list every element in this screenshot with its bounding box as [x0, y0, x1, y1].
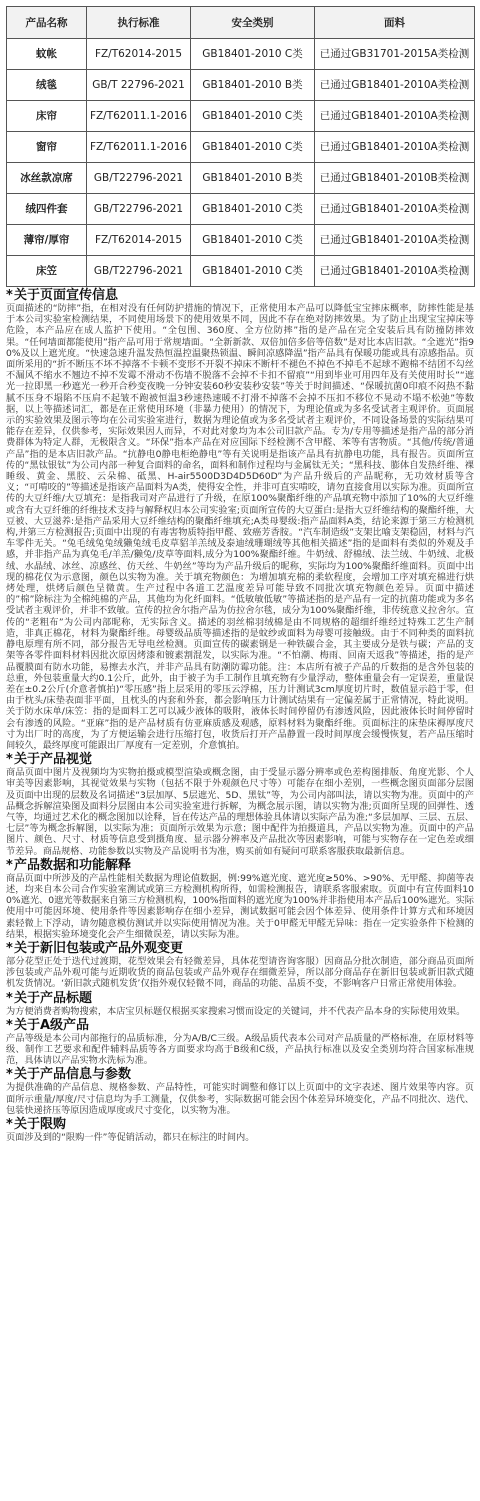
product-name-cell: 绒毯	[7, 70, 87, 101]
fabric-cell: 已通过GB18401-2010A类检测	[315, 194, 475, 225]
table-row	[7, 132, 475, 163]
bullet-icon: *	[6, 1067, 13, 1083]
standard-cell: FZ/T62014-2015	[87, 225, 191, 256]
fabric-cell: 已通过GB18401-2010B类检测	[315, 163, 475, 194]
standard-cell: GB/T22796-2021	[87, 194, 191, 225]
table-row	[7, 256, 475, 287]
table-row	[7, 39, 475, 70]
table-header-cell: 面料	[315, 7, 475, 39]
table-row	[7, 194, 475, 225]
section-heading	[6, 941, 474, 956]
section-body: 商品页面中图片及视频均为实物拍摄或模型渲染或概念图，由于受显示器分辨率或色差构图排版、角度光影、个人审美等因素影响，其视觉效果与实物（包括不限于外观颜色尺寸等）可能存在细小差别，一些概念图页面部分层图及页面中出现的层数及名词描述“3层加厚、5层遮光、5D、黑钛”等，为公司内部叫法，请以实物为准。页面中的产品概念拆解渲染图及面料分层图由本公司实验室进行拆解，为概念展示图，请以实物为准;页面所呈现的回弹性、透气等，均通过艺术化的概念图加以诠释，旨在传达产品的理想体验具体请以实际产品为准;“多层加厚、三层、五层、七层”等为概念拆解图，以实际为准；页面所示效果为示意；图中配件为拍摄道具，产品以实物为准。页面中的产品图片、颜色、尺寸、材质等信息受到摄角度、显示器分辨率及产品批次等因素影响，可能与实物存在一定色差或细节差异。商品规格、功能参数以实物及产品说明书为准，购买前如有疑问可联系客服获取最新信息。	[6, 767, 474, 857]
section-title: 关于产品视觉	[14, 752, 93, 768]
section-body: 页面涉及到的“限购一件”等促销活动，都只在标注的时间内。	[6, 1132, 255, 1143]
safety-class-cell: GB18401-2010 B类	[191, 163, 315, 194]
section-heading	[6, 288, 474, 303]
standard-cell: GB/T 22796-2021	[87, 70, 191, 101]
product-name-cell: 绒四件套	[7, 194, 87, 225]
standard-cell: FZ/T62014-2015	[87, 39, 191, 70]
table-row	[7, 163, 475, 194]
section-body: 为提供准确的产品信息、规格参数、产品特性，可能实时调整和修订以上页面中的文字表述、图片效果等内容。页面所示重量/厚度/尺寸信息均为手工测量，仅供参考，实际数据可能会因个体差异环境变化，产品不同批次、迭代、包装快递挤压等原因造成厚度或尺寸变化，以实物为准。	[6, 1082, 474, 1116]
section-title: 关于页面宣传信息	[14, 288, 119, 303]
section-a-grade	[6, 1018, 474, 1067]
section-body: 部分花型正处于迭代过渡期，花型效果会有轻微差异，具体花型请咨询客服）因商品分批次制造，部分商品页面所涉包装或产品外观可能与近期收货的商品包装或产品外观存在细微差异，所以部分商品存在新旧包装或新旧款式随机发货情况。‘新旧款式随机发货’仅指外观仅轻微不同，商品的功能、品质不变，不影响客户日常正常使用体验。	[6, 955, 474, 990]
section-data-function	[6, 858, 474, 940]
section-title: 关于限购	[14, 1117, 67, 1132]
safety-class-cell: GB18401-2010 C类	[191, 225, 315, 256]
safety-class-cell: GB18401-2010 C类	[191, 194, 315, 225]
standard-cell: GB/T22796-2021	[87, 163, 191, 194]
product-name-cell: 蚊帐	[7, 39, 87, 70]
section-title: 关于产品信息与参数	[14, 1067, 132, 1083]
bullet-icon: *	[6, 1117, 13, 1132]
section-heading	[6, 1067, 474, 1082]
section-promo-info	[6, 288, 474, 751]
table-header-row	[7, 7, 475, 39]
section-title: 关于A级产品	[14, 1017, 90, 1033]
safety-class-cell: GB18401-2010 C类	[191, 39, 315, 70]
standard-cell: FZ/T62011.1-2016	[87, 101, 191, 132]
bullet-icon: *	[6, 752, 13, 768]
section-body: 商品页面中所涉及的产品性能相关数据为理论值数据，例:99%遮光度、遮光度≥50%、>90%、无甲醛、抑菌等表述，均来自本公司合作实验室测试或第三方检测机构所得，如需检测报告，请联系客服索取。页面中有宣传面料100%遮光、0遮光等数据来自第三方检测机构，100%指面料的遮光度为100%并非指使用本产品后100%遮光。实际使用中可能因环境、使用条件等因素影响存在细小差异，测试数据可能会因个体差异、使用条件计算方式和环境因素轻微上下浮动，请勿随意模仿测试并以实际使用情况为准。关于0甲醛无甲醛无异味：指在一定实验条件下检测的结果，根据实验环境变化会产生细微误差，请以实际为准。	[6, 872, 474, 940]
section-heading	[6, 752, 474, 767]
section-body: 页面描述的“防摔”指，在相对没有任何防护措施的情况下，正常使用本产品可以降低宝宝摔床概率，防摔性能是基于本公司实验室检测结果，不同使用场景下的使用效果不同，因此不存在绝对防摔效果。为了防止出现宝宝掉床等危险，本产品应在成人监护下使用。“全包围、360度、全方位防摔”指的是产品在完全安装后具有防撞防摔效果。“任何墙面都能使用”指产品可用于常规墙面。“全新新款、双倍加倍多倍等倍数”是对比本店旧款。“全遮光”指90%及以上遮光度。“快速急速升温发热恒温控温聚热锁温、瞬间凉感降温”指产品具有保暖功能或具有凉感指品。页面所采用的“折不断压不坏不掉落不卡顿不变形不开裂不掉床不断杆不褪色不掉色不掉毛不起球不跑棉不结团不勾丝不漏风不缩水不翘边不掉不发霉不滑动不伤墙不脱落不会掉不卡扣不留痕”“用到毕业可用四年及有关使用时长”“遮光一拉即黑一秒遮光一秒开合秒变夜晚一分钟安装60秒安装秒安装”等关于时间描述、“保暖抗菌0印痕不闷热不黏腻不压身不塌陷不压肩不起皱不跑被恒温3秒速热速暖不打滑不掉落不会掉不压扣不移位不晃动不塌不松弛”等数据，以上等描述词汇，都是在正常使用环境（非暴力使用）的情况下，为理论值或为多名受试者主观评价。页面展示的实验效果及图示等均在公司实验室进行，数据为理论值或为多名受试者主观评价，不同设备场景的实际结果可能存在差异，仅供参考，实际效果因人而异，不对此对象均为本公司旧款产品。专为/专用等描述是指产品的部分消费群体为特定人群，无极限含义。“环保”指本产品在对应国际下经检测不含甲醛、苯等有害物质。“其他/传统/普通产品”指的是本店旧款产品。“抗静电0静电柜绝静电”等有关说明是指该产品具有抗静电功能，具有报告。页面所宣传的“黑钛银钛”为公司内部一种复合面料的命名，面料和制作过程均与金属钛无关；“黑科技、膨体自发热纤维、裸睡级、黄金、黑胶、云朵棉、砥黑、H-air5500D3D4D5D60D”为产品升级后的产品昵称，无功效材质等含义；“可啃咬的”等描述是指该产品面料为A类，使得安全性，并非可直实啃咬，请勿直接食用以实际为准。页面所宣传的大豆纤维/大豆填充：是指我司对产品进行了升级，在原100%聚酯纤维的产品填充物中添加了10%的大豆纤维或含有大豆纤维的纤维技术支持与解释权归本公司实验室;页面所宣传的大豆蛋白:是指大豆纤维结构的聚酯纤维，大豆被、大豆滋养:是指产品采用大豆纤维结构的聚酯纤维填充;A类母婴级:指产品面料A类，结论来源于第三方检测机构,并第三方检测报告;页面中出现的有毒害物质特指甲醛、致癌芳香胺。“汽车制造级”支架比喻支架稳固，材料与汽车零件无关。“兔毛绒兔兔绒獭兔绒毛皮草貂羊羔绒及泰迪绒珊瑚绒等其他相关描述”指的是面料有类似的外观及手感，并非指产品为真兔毛/羊羔/獭兔/皮草等面料,成分为100%聚酯纤维。牛奶绒、舒棉绒、法兰绒、牛奶绒、北极绒、水晶绒、冰丝、凉感丝、仿天丝、牛奶丝”等均为产品升级后的昵称，实际均为100%聚酯纤维面料。页面中出现的棉花仅为示意图，颜色以实物为准。关于填充物颜色：为增加填充棉的柔软程度，会增加工序对填充棉进行烘烤处理，烘烤后颜色呈微黄。生产过程中各道工艺温度差异可能导致不同批次填充物颜色差异。页面中描述的”棉”除标注为全棉纯棉的产品，其他均为化纤面料。“低敏敏低敏”等描述指的是产品有一定的抗菌功能或为多名受试者主观评价，并非不致敏。宣传的拉舍尔指产品为仿拉舍尔毯，成分为100%聚酯纤维，非传统意义拉舍尔。宣传的“老粗布”为公司内部昵称，无实际含义。描述的羽丝棉羽绒棉是由不同规格的超细纤维经过特殊工艺生产制造，非真正棉花，材料为聚酯纤维。母婴级品质等描述指的是蚊纱或面料为母婴可接触级。由于不同种类的面料抗静电原理有所不同，部分报告无导电丝检测。页面宣传的碳素钢是一种铁碳合金，其主要成分是铁与碳；产品的支架等各零件面料材料因批次原因烤漆和镀素割混发，以实际为准。“不怕潮、梅雨、回南天返我”等描述，指的是产品覆膜面有防水功能，易擦去水汽，并非产品具有防潮防霉功能。注：本店所有被子产品的斤数指的是含外包装的总重，外包装重量大约0.1公斤，此外，由于被子为手工制作且填充物有少量浮动，整体重量会有一定误差，重量误差在±0.2公斤(介意者慎拍)“零压感”指上层采用的零压云浮棉，压力计测试3cm厚度切片时，数值显示趋于零，但由于枕头/床垫表面非平面，且枕头的内套和外套，都会影响压力计测试结果有一定偏差属于正常情况，特此说明。关于防水床单/床笠：指的是面料工艺可以减少液体的吸附，液体长时间停留仍有渗透风险，因此液体长时间停留时会有渗透的风险。“亚麻”指的是产品材质有仿亚麻质感及观感，原料材料为聚酯纤维。页面标注的床垫床褥厚度尺寸为出厂时的高度，为了方便运输会进行压缩打包，收货后打开产品静置一段时间厚度会缓慢恢复，若产品压缩时间较久，最终厚度可能跟出厂厚度有一定差别，介意慎拍。	[6, 303, 474, 751]
fabric-cell: 已通过GB18401-2010A类检测	[315, 70, 475, 101]
section-body: 产品等级是本公司内部拖行的品质标准，分为A/B/C三级。A级品质代表本公司对产品质量的严格标准，在原材料等级、制作工艺要求和配件辅料品质等各方面要求均高于B级和C级，产品执行标准以及安全类别均符合国家标准规范，具体请以产品实物水洗标为准。	[6, 1032, 474, 1067]
bullet-icon: *	[6, 857, 13, 873]
section-title: 产品数据和功能解释	[14, 857, 132, 873]
section-body: 为方便消费者购物搜索，本店宝贝标题仅根据买家搜索习惯而设定的关键词，并不代表产品本身的实际使用效果。	[6, 1005, 466, 1017]
section-heading	[6, 991, 474, 1006]
section-title-note	[6, 991, 474, 1017]
bullet-icon: *	[6, 940, 13, 956]
table-header-cell: 安全类别	[191, 7, 315, 39]
section-heading	[6, 1117, 474, 1132]
product-name-cell: 冰丝款凉席	[7, 163, 87, 194]
section-title: 关于产品标题	[14, 990, 93, 1006]
section-packaging	[6, 941, 474, 990]
section-title: 关于新旧包装或产品外观变更	[14, 940, 184, 956]
safety-class-cell: GB18401-2010 C类	[191, 132, 315, 163]
safety-class-cell: GB18401-2010 C类	[191, 256, 315, 287]
fabric-cell: 已通过GB18401-2010A类检测	[315, 132, 475, 163]
product-name-cell: 床笠	[7, 256, 87, 287]
bullet-icon: *	[6, 1017, 13, 1033]
fabric-cell: 已通过GB31701-2015A类检测	[315, 39, 475, 70]
fabric-cell: 已通过GB18401-2010A类检测	[315, 225, 475, 256]
product-name-cell: 窗帘	[7, 132, 87, 163]
table-row	[7, 101, 475, 132]
standard-cell: GB/T22796-2021	[87, 256, 191, 287]
product-name-cell: 薄帘/厚帘	[7, 225, 87, 256]
page	[0, 6, 480, 1143]
standard-cell: FZ/T62011.1-2016	[87, 132, 191, 163]
fabric-cell: 已通过GB18401-2010A类检测	[315, 101, 475, 132]
section-purchase-limit	[6, 1117, 474, 1143]
fabric-cell: 已通过GB18401-2010A类检测	[315, 256, 475, 287]
bullet-icon: *	[6, 288, 13, 303]
section-heading	[6, 1018, 474, 1033]
product-name-cell: 床帘	[7, 101, 87, 132]
table-header-cell: 执行标准	[87, 7, 191, 39]
safety-class-cell: GB18401-2010 C类	[191, 101, 315, 132]
table-row	[7, 70, 475, 101]
table-header-cell: 产品名称	[7, 7, 87, 39]
section-product-info	[6, 1067, 474, 1116]
section-visual	[6, 752, 474, 857]
bullet-icon: *	[6, 990, 13, 1006]
section-heading	[6, 858, 474, 873]
spec-table	[6, 6, 475, 287]
table-row	[7, 225, 475, 256]
safety-class-cell: GB18401-2010 B类	[191, 70, 315, 101]
